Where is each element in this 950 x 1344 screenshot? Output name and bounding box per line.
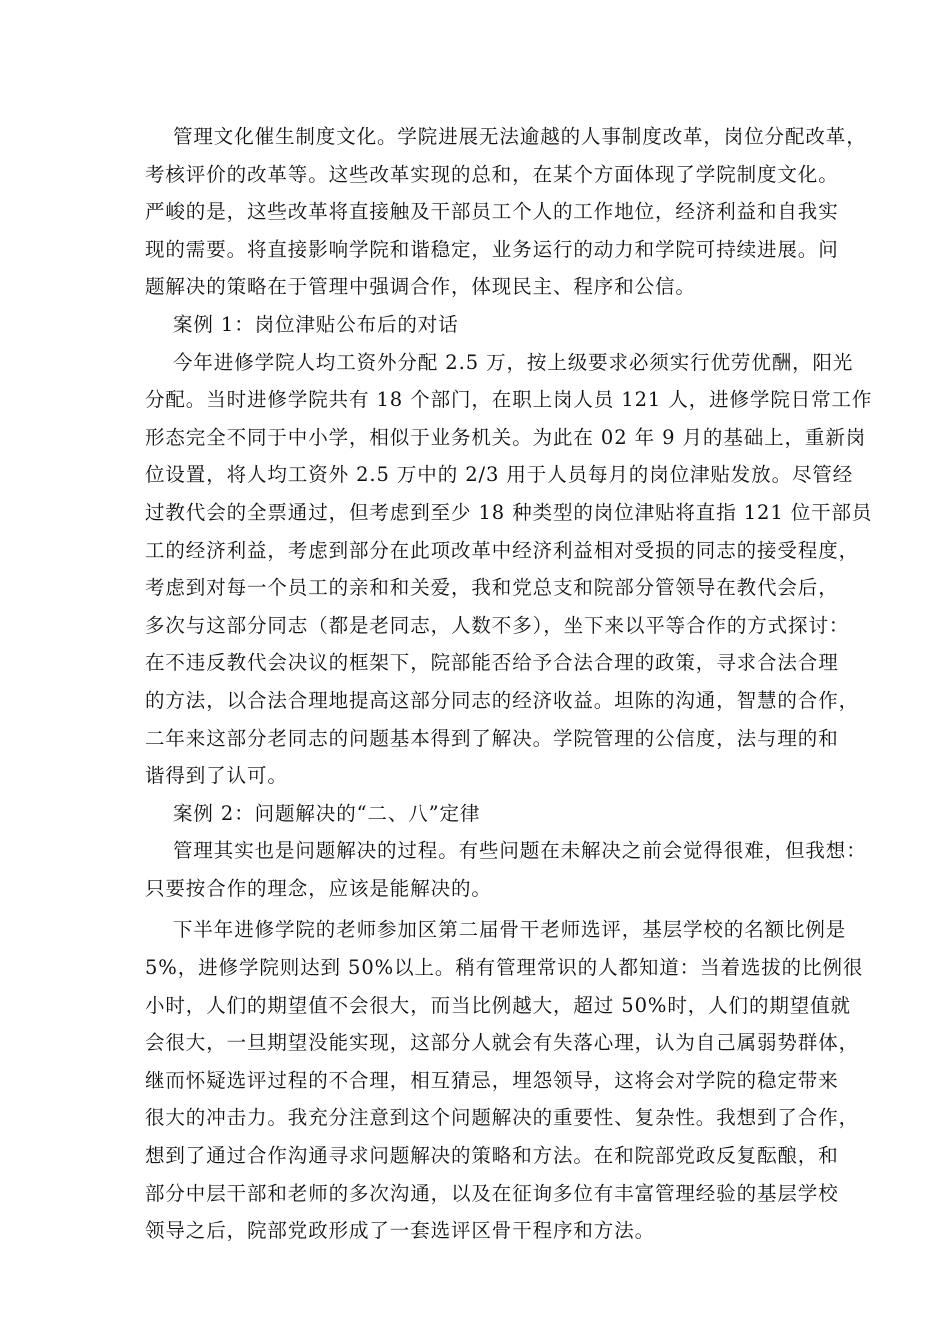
case1-heading: 案例 1：岗位津贴公布后的对话 xyxy=(173,312,459,336)
text-line: 现的需要。将直接影响学院和谐稳定，业务运行的动力和学院可持续进展。问 xyxy=(145,237,839,261)
text-line: 多次与这部分同志（都是老同志，人数不多），坐下来以平等合作的方式探讨： xyxy=(145,613,850,637)
text-line: 二年来这部分老同志的问题基本得到了解决。学院管理的公信度，法与理的和 xyxy=(145,726,839,750)
text-line: 小时，人们的期望值不会很大，而当比例越大，超过 50%时，人们的期望值就 xyxy=(145,993,851,1017)
text-line: 形态完全不同于中小学，相似于业务机关。为此在 02 年 9 月的基础上，重新岗 xyxy=(145,425,867,449)
document-body xyxy=(145,118,873,1250)
text-line: 很大的冲击力。我充分注意到这个问题解决的重要性、复杂性。我想到了合作， xyxy=(145,1106,860,1130)
text-line: 下半年进修学院的老师参加区第二届骨干老师选评，基层学校的名额比例是 xyxy=(173,918,847,942)
text-line: 领导之后，院部党政形成了一套选评区骨干程序和方法。 xyxy=(145,1219,656,1243)
text-line: 分配。当时进修学院共有 18 个部门，在职上岗人员 121 人，进修学院日常工作 xyxy=(145,388,873,412)
text-line: 在不违反教代会决议的框架下，院部能否给予合法合理的政策，寻求合法合理 xyxy=(145,651,839,675)
paragraph-management-culture xyxy=(145,118,867,306)
text-line: 继而怀疑选评过程的不合理，相互猜忌，埋怨领导，这将会对学院的稳定带来 xyxy=(145,1068,839,1092)
text-line: 谐得到了认可。 xyxy=(145,764,288,788)
paragraph-case2-intro xyxy=(145,832,867,907)
text-line: 位设置，将人均工资外 2.5 万中的 2/3 用于人员每月的岗位津贴发放。尽管经 xyxy=(145,463,854,487)
text-line: 今年进修学院人均工资外分配 2.5 万，按上级要求必须实行优劳优酬，阳光 xyxy=(173,350,854,374)
text-line: 工的经济利益，考虑到部分在此项改革中经济利益相对受损的同志的接受程度， xyxy=(145,538,860,562)
text-line: 题解决的策略在于管理中强调合作，体现民主、程序和公信。 xyxy=(145,275,696,299)
text-line: 想到了通过合作沟通寻求问题解决的策略和方法。在和院部党政反复酝酿，和 xyxy=(145,1144,839,1168)
text-line: 严峻的是，这些改革将直接触及干部员工个人的工作地位，经济利益和自我实 xyxy=(145,200,839,224)
paragraph-case1-body xyxy=(145,344,873,795)
text-line: 的方法，以合法合理地提高这部分同志的经济收益。坦陈的沟通，智慧的合作， xyxy=(145,688,860,712)
text-line: 5%，进修学院则达到 50%以上。稍有管理常识的人都知道：当着选拔的比例很 xyxy=(145,956,864,980)
text-line: 管理文化催生制度文化。学院进展无法逾越的人事制度改革，岗位分配改革， xyxy=(173,125,867,148)
text-line: 部分中层干部和老师的多次沟通，以及在征询多位有丰富管理经验的基层学校 xyxy=(145,1181,839,1205)
text-line: 会很大，一旦期望没能实现，这部分人就会有失落心理，认为自己属弱势群体， xyxy=(145,1031,860,1055)
paragraph-case2-body xyxy=(145,911,864,1249)
text-line: 只要按合作的理念，应该是能解决的。 xyxy=(145,876,492,900)
text-line: 管理其实也是问题解决的过程。有些问题在未解决之前会觉得很难，但我想： xyxy=(173,839,867,863)
text-line: 考虑到对每一个员工的亲和和关爱，我和党总支和院部分管领导在教代会后， xyxy=(145,576,839,600)
case2-heading: 案例 2：问题解决的“二、八”定律 xyxy=(173,801,481,825)
text-line: 考核评价的改革等。这些改革实现的总和，在某个方面体现了学院制度文化。 xyxy=(145,162,839,186)
text-line: 过教代会的全票通过，但考虑到至少 18 种类型的岗位津贴将直指 121 位干部员 xyxy=(145,500,873,524)
